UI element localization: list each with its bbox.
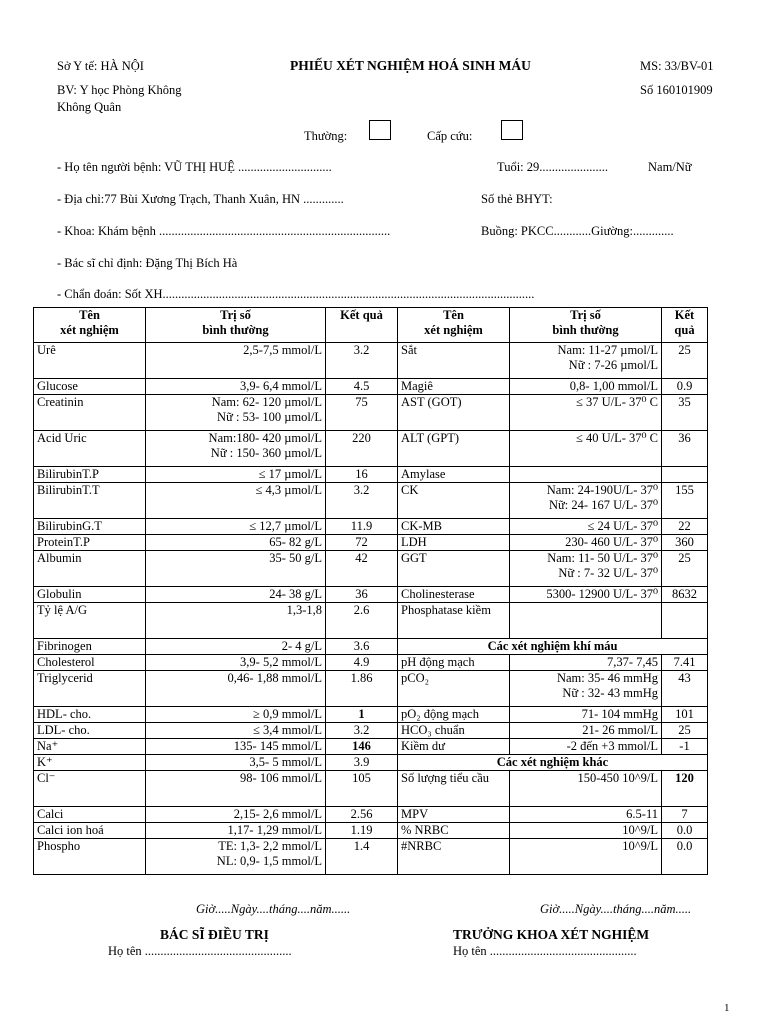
reference-range <box>510 431 662 467</box>
signature-title-right: TRƯỞNG KHOA XÉT NGHIỆM <box>453 927 650 942</box>
reference-range <box>146 343 326 379</box>
reference-line: ≤ 37 U/L- 37⁰ C <box>575 395 658 409</box>
reference-line: 150-450 10^9/L <box>577 771 658 785</box>
result-value: 0.0 <box>662 839 708 875</box>
reference-range <box>146 839 326 875</box>
test-name: K⁺ <box>34 755 146 771</box>
reference-range <box>146 807 326 823</box>
normal-checkbox[interactable] <box>369 120 391 140</box>
emergency-label: Cấp cứu: <box>427 129 473 143</box>
ordering-doctor: - Bác sĩ chỉ định: Đặng Thị Bích Hà <box>57 256 238 270</box>
table-row <box>34 739 708 755</box>
test-name: LDH <box>398 535 510 551</box>
date-right: Giờ.....Ngày....tháng....năm..... <box>540 902 692 916</box>
table-row <box>34 723 708 739</box>
signature-title-left: BÁC SĨ ĐIỀU TRỊ <box>160 927 269 942</box>
reference-line: Nữ : 150- 360 µmol/L <box>210 446 322 460</box>
reference-line: Nam: 11- 50 U/L- 37⁰ <box>547 551 658 565</box>
table-row <box>34 551 708 587</box>
result-value: 3.9 <box>326 755 398 771</box>
test-name: Cholesterol <box>34 655 146 671</box>
test-name: CK-MB <box>398 519 510 535</box>
header-reference: Trị số bình thường <box>146 308 326 343</box>
reference-range <box>146 823 326 839</box>
reference-line: 3,5- 5 mmol/L <box>249 755 322 769</box>
form-code: MS: 33/BV-01 <box>640 59 714 73</box>
hospital-name: BV: Y học Phòng Không <box>57 83 182 97</box>
reference-line: 2- 4 g/L <box>281 639 322 653</box>
reference-range <box>146 379 326 395</box>
table-row <box>34 823 708 839</box>
result-value: 101 <box>662 707 708 723</box>
test-name: Cholinesterase <box>398 587 510 603</box>
reference-line: 21- 26 mmol/L <box>582 723 658 737</box>
header-reference: Trị số bình thường <box>510 308 662 343</box>
reference-line: Nữ : 32- 43 mmHg <box>562 686 658 700</box>
result-value: 0.0 <box>662 823 708 839</box>
result-value: 7.41 <box>662 655 708 671</box>
reference-line: 10^9/L <box>622 823 658 837</box>
reference-range <box>146 587 326 603</box>
test-name: Albumin <box>34 551 146 587</box>
reference-line: 5300- 12900 U/L- 37⁰ <box>546 587 658 601</box>
result-value: 36 <box>662 431 708 467</box>
reference-range <box>146 723 326 739</box>
reference-line: Nam: 62- 120 µmol/L <box>211 395 322 409</box>
table-row <box>34 467 708 483</box>
room-bed: Buồng: PKCC............Giường:............. <box>481 224 674 238</box>
test-name: Fibrinogen <box>34 639 146 655</box>
table-row <box>34 807 708 823</box>
reference-range <box>510 519 662 535</box>
reference-line: ≤ 24 U/L- 37⁰ <box>587 519 658 533</box>
table-row <box>34 655 708 671</box>
patient-age: Tuổi: 29...................... <box>497 160 609 174</box>
reference-line: 1,17- 1,29 mmol/L <box>227 823 322 837</box>
table-row <box>34 343 708 379</box>
reference-line: NL: 0,9- 1,5 mmol/L <box>216 854 322 868</box>
reference-line: 0,46- 1,88 mmol/L <box>227 671 322 685</box>
reference-line: 35- 50 g/L <box>269 551 322 565</box>
result-value: 7 <box>662 807 708 823</box>
test-name: BilirubinT.T <box>34 483 146 519</box>
reference-line: Nữ: 24- 167 U/L- 37⁰ <box>549 498 658 512</box>
reference-line: ≤ 4,3 µmol/L <box>255 483 322 497</box>
reference-line: Nam:180- 420 µmol/L <box>208 431 322 445</box>
insurance-number: Số thẻ BHYT: <box>481 192 553 206</box>
result-value: 120 <box>662 771 708 807</box>
result-value: 16 <box>326 467 398 483</box>
test-name: BilirubinG.T <box>34 519 146 535</box>
reference-line: ≤ 3,4 mmol/L <box>252 723 322 737</box>
test-name: Triglycerid <box>34 671 146 707</box>
result-value: 1 <box>326 707 398 723</box>
result-value: 1.4 <box>326 839 398 875</box>
test-name: Amylase <box>398 467 510 483</box>
emergency-checkbox[interactable] <box>501 120 523 140</box>
reference-range <box>510 723 662 739</box>
table-row <box>34 587 708 603</box>
test-name: HCO₃ chuẩn <box>398 723 510 739</box>
patient-sex: Nam/Nữ <box>648 160 692 174</box>
reference-line: 24- 38 g/L <box>269 587 322 601</box>
reference-range <box>510 771 662 807</box>
reference-range <box>510 807 662 823</box>
reference-line: ≤ 17 µmol/L <box>258 467 322 481</box>
result-value: 0.9 <box>662 379 708 395</box>
patient-address: - Địa chỉ:77 Bùi Xương Trạch, Thanh Xuân, HN ............. <box>57 192 344 206</box>
test-name: #NRBC <box>398 839 510 875</box>
result-value: 11.9 <box>326 519 398 535</box>
form-number: Số 160101909 <box>640 83 713 97</box>
test-name: AST (GOT) <box>398 395 510 431</box>
test-name: Na⁺ <box>34 739 146 755</box>
table-row <box>34 535 708 551</box>
table-row <box>34 395 708 431</box>
reference-line: 0,8- 1,00 mmol/L <box>569 379 658 393</box>
result-value: 3.2 <box>326 343 398 379</box>
reference-line: TE: 1,3- 2,2 mmol/L <box>218 839 322 853</box>
test-name: Creatinin <box>34 395 146 431</box>
test-name: Glucose <box>34 379 146 395</box>
table-row <box>34 379 708 395</box>
reference-range <box>510 395 662 431</box>
reference-range <box>510 379 662 395</box>
reference-line: Nữ : 53- 100 µmol/L <box>217 410 322 424</box>
result-value: 2.6 <box>326 603 398 639</box>
test-name: ALT (GPT) <box>398 431 510 467</box>
test-name: LDL- cho. <box>34 723 146 739</box>
table-row <box>34 519 708 535</box>
reference-line: -2 đến +3 mmol/L <box>566 739 658 753</box>
reference-line: 2,5-7,5 mmol/L <box>243 343 322 357</box>
reference-range <box>510 467 662 483</box>
reference-range <box>510 483 662 519</box>
result-value: 155 <box>662 483 708 519</box>
patient-name: - Họ tên người bệnh: VŨ THỊ HUỆ .............................. <box>57 160 332 174</box>
reference-line: ≥ 0,9 mmol/L <box>252 707 322 721</box>
result-value: 25 <box>662 551 708 587</box>
test-name: MPV <box>398 807 510 823</box>
table-row <box>34 603 708 639</box>
test-name: Globulin <box>34 587 146 603</box>
table-row <box>34 671 708 707</box>
health-department: Sở Y tế: HÀ NỘI <box>57 59 144 73</box>
signature-name-left: Họ tên ............................................... <box>108 944 292 958</box>
result-value: 75 <box>326 395 398 431</box>
result-value: 8632 <box>662 587 708 603</box>
reference-line: 3,9- 5,2 mmol/L <box>240 655 322 669</box>
reference-range <box>510 587 662 603</box>
result-value: 22 <box>662 519 708 535</box>
hospital-name-cont: Không Quân <box>57 100 122 114</box>
test-name: GGT <box>398 551 510 587</box>
test-name: Calci <box>34 807 146 823</box>
test-name: % NRBC <box>398 823 510 839</box>
header-result: Kết quả <box>326 308 398 343</box>
reference-line: Nam: 11-27 µmol/L <box>557 343 658 357</box>
table-header-row <box>34 308 708 343</box>
result-value: 72 <box>326 535 398 551</box>
reference-line: 1,3-1,8 <box>286 603 322 617</box>
result-value: 3.2 <box>326 483 398 519</box>
reference-range <box>146 519 326 535</box>
result-value: 4.9 <box>326 655 398 671</box>
reference-range <box>510 823 662 839</box>
header-test-name: Tên xét nghiệm <box>398 308 510 343</box>
test-name: Acid Uric <box>34 431 146 467</box>
result-value: 42 <box>326 551 398 587</box>
reference-range <box>146 431 326 467</box>
reference-range <box>510 839 662 875</box>
table-row <box>34 771 708 807</box>
reference-range <box>510 535 662 551</box>
reference-line: Nam: 24-190U/L- 37⁰ <box>546 483 658 497</box>
header-test-name: Tên xét nghiệm <box>34 308 146 343</box>
result-value: 3.2 <box>326 723 398 739</box>
result-value: 105 <box>326 771 398 807</box>
reference-line: ≤ 12,7 µmol/L <box>249 519 322 533</box>
table-row <box>34 431 708 467</box>
result-value: 146 <box>326 739 398 755</box>
reference-range <box>146 603 326 639</box>
reference-range <box>146 551 326 587</box>
reference-line: 65- 82 g/L <box>269 535 322 549</box>
section-heading: Các xét nghiệm khí máu <box>398 639 708 655</box>
result-value: 35 <box>662 395 708 431</box>
lab-results-table <box>33 307 708 875</box>
result-value: 3.6 <box>326 639 398 655</box>
test-name: Phosphatase kiềm <box>398 603 510 639</box>
reference-range <box>510 603 662 639</box>
table-row <box>34 707 708 723</box>
reference-range <box>510 671 662 707</box>
table-row <box>34 755 708 771</box>
test-name: Kiềm dư <box>398 739 510 755</box>
reference-range <box>146 639 326 655</box>
reference-line: 7,37- 7,45 <box>606 655 658 669</box>
test-name: pO₂ động mạch <box>398 707 510 723</box>
test-name: Urê <box>34 343 146 379</box>
result-value: 43 <box>662 671 708 707</box>
test-name: Sắt <box>398 343 510 379</box>
reference-line: 10^9/L <box>622 839 658 853</box>
test-name: Tỷ lệ A/G <box>34 603 146 639</box>
reference-range <box>146 771 326 807</box>
test-name: pH động mạch <box>398 655 510 671</box>
table-row <box>34 639 708 655</box>
test-name: BilirubinT.P <box>34 467 146 483</box>
reference-range <box>146 395 326 431</box>
test-name: ProteinT.P <box>34 535 146 551</box>
result-value: 25 <box>662 343 708 379</box>
test-name: pCO₂ <box>398 671 510 707</box>
reference-line: Nữ : 7-26 µmol/L <box>568 358 658 372</box>
result-value: -1 <box>662 739 708 755</box>
test-name: Magiê <box>398 379 510 395</box>
diagnosis: - Chẩn đoán: Sốt XH....................................................................................................................... <box>57 287 535 301</box>
section-heading: Các xét nghiệm khác <box>398 755 708 771</box>
reference-line: 71- 104 mmHg <box>581 707 658 721</box>
test-name: Số lượng tiểu cầu <box>398 771 510 807</box>
result-value: 25 <box>662 723 708 739</box>
reference-range <box>146 535 326 551</box>
result-value: 4.5 <box>326 379 398 395</box>
reference-line: 98- 106 mmol/L <box>240 771 322 785</box>
result-value: 36 <box>326 587 398 603</box>
result-value: 220 <box>326 431 398 467</box>
reference-line: 6.5-11 <box>626 807 658 821</box>
signature-name-right: Họ tên ............................................... <box>453 944 637 958</box>
reference-line: Nữ : 7- 32 U/L- 37⁰ <box>558 566 658 580</box>
reference-range <box>146 483 326 519</box>
reference-line: 3,9- 6,4 mmol/L <box>240 379 322 393</box>
reference-range <box>510 551 662 587</box>
result-value: 1.86 <box>326 671 398 707</box>
reference-range <box>146 707 326 723</box>
result-value <box>662 467 708 483</box>
reference-range <box>146 739 326 755</box>
reference-range <box>510 343 662 379</box>
reference-line: Nam: 35- 46 mmHg <box>556 671 658 685</box>
test-name: Calci ion hoá <box>34 823 146 839</box>
result-value: 1.19 <box>326 823 398 839</box>
reference-range <box>146 755 326 771</box>
test-name: Phospho <box>34 839 146 875</box>
date-left: Giờ.....Ngày....tháng....năm...... <box>196 902 351 916</box>
reference-range <box>146 655 326 671</box>
result-value: 2.56 <box>326 807 398 823</box>
reference-line: 135- 145 mmol/L <box>233 739 322 753</box>
page-title: PHIẾU XÉT NGHIỆM HOÁ SINH MÁU <box>290 58 531 73</box>
reference-line: 230- 460 U/L- 37⁰ <box>565 535 658 549</box>
result-value <box>662 603 708 639</box>
reference-line: 2,15- 2,6 mmol/L <box>233 807 322 821</box>
reference-line: ≤ 40 U/L- 37⁰ C <box>575 431 658 445</box>
reference-range <box>146 671 326 707</box>
reference-range <box>146 467 326 483</box>
table-row <box>34 839 708 875</box>
reference-range <box>510 655 662 671</box>
table-row <box>34 483 708 519</box>
reference-range <box>510 739 662 755</box>
page-number: 1 <box>724 1002 730 1014</box>
result-value: 360 <box>662 535 708 551</box>
department: - Khoa: Khám bệnh .......................................................................... <box>57 224 391 238</box>
header-result: Kết quả <box>662 308 708 343</box>
test-name: HDL- cho. <box>34 707 146 723</box>
test-name: Cl⁻ <box>34 771 146 807</box>
normal-label: Thường: <box>304 129 348 143</box>
reference-range <box>510 707 662 723</box>
test-name: CK <box>398 483 510 519</box>
